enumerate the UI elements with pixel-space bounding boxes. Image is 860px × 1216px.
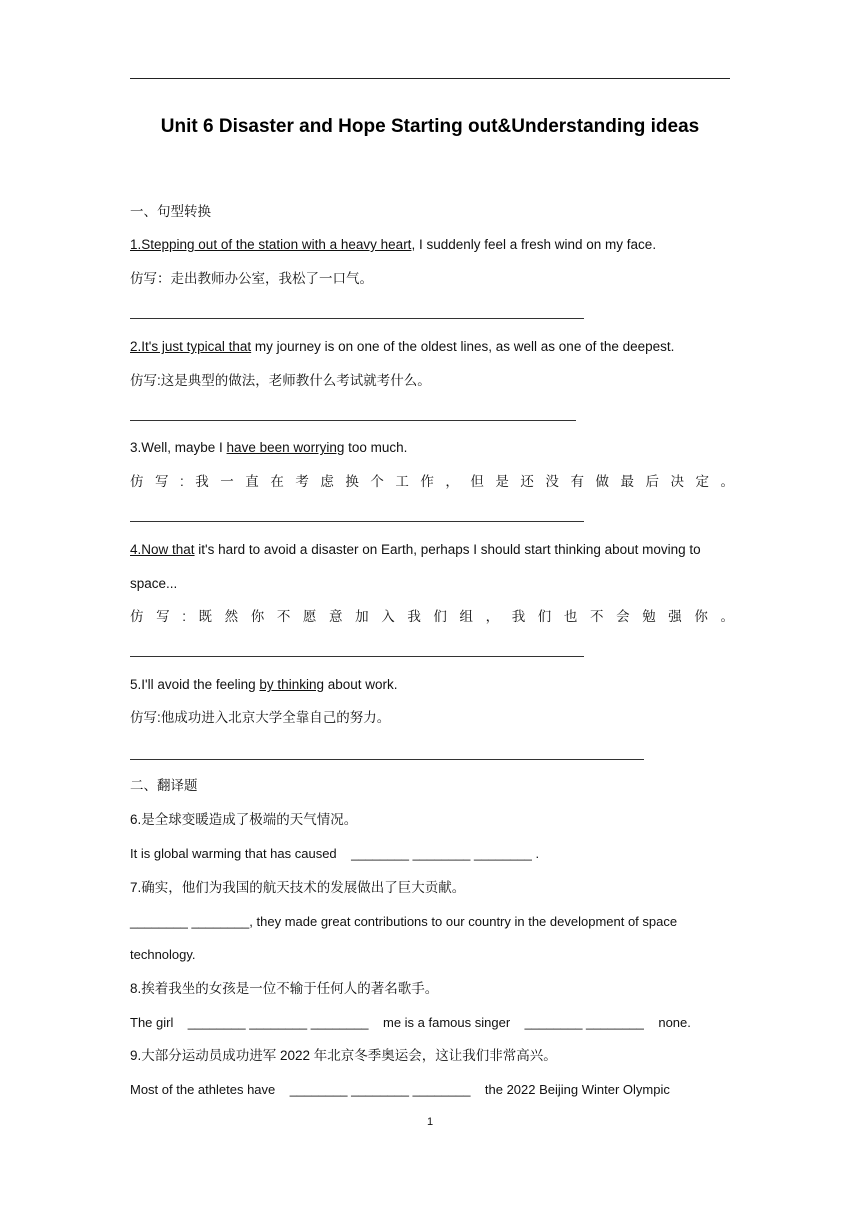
answer-line[interactable] (130, 318, 584, 319)
translation-prompt: 8.挨着我坐的女孩是一位不输于任何人的著名歌手。 (130, 981, 439, 996)
sentence-rest: it's hard to avoid a disaster on Earth, perhaps I should start thinking about moving to (194, 542, 701, 557)
page-number: 1 (426, 1116, 434, 1128)
sentence-rest: too much. (344, 440, 408, 455)
underlined-phrase: 1.Stepping out of the station with a heavy heart (130, 237, 412, 252)
underlined-phrase: by thinking (259, 677, 324, 692)
translation-prompt: 6.是全球变暖造成了极端的天气情况。 (130, 812, 358, 827)
question-sentence (130, 541, 701, 559)
header-rule (130, 78, 730, 79)
translation-blank-sentence[interactable]: The girl ________ ________ ________ me is a famous singer ________ ________ none. (130, 1015, 691, 1030)
translation-prompt: 9.大部分运动员成功进军 2022 年北京冬季奥运会，这让我们非常高兴。 (130, 1048, 557, 1063)
question-sentence-cont: space... (130, 576, 178, 591)
underlined-phrase: have been worrying (226, 440, 345, 455)
translation-blank-sentence[interactable]: It is global warming that has caused ________ ________ ________ . (130, 846, 540, 861)
question-sentence (130, 236, 656, 254)
page-title: Unit 6 Disaster and Hope Starting out&Understanding ideas (160, 116, 700, 137)
answer-line[interactable] (130, 656, 584, 657)
section-heading: 一、句型转换 (130, 204, 211, 219)
sentence-start: 5.I'll avoid the feeling (130, 677, 260, 692)
imitation-prompt: 仿写:这是典型的做法，老师教什么考试就考什么。 (130, 373, 431, 388)
answer-line[interactable] (130, 521, 584, 522)
sentence-start: 3.Well, maybe I (130, 440, 227, 455)
translation-blank-sentence[interactable]: Most of the athletes have ________ ________ ________ the 2022 Beijing Winter Olympic (130, 1082, 670, 1097)
underlined-phrase: 4.Now that (130, 542, 195, 557)
section-heading: 二、翻译题 (130, 778, 198, 793)
sentence-rest: my journey is on one of the oldest lines, as well as one of the deepest. (251, 339, 675, 354)
question-sentence (130, 676, 398, 694)
answer-line[interactable] (130, 759, 644, 760)
sentence-rest: , I suddenly feel a fresh wind on my face. (411, 237, 657, 252)
imitation-prompt: 仿写:他成功进入北京大学全靠自己的努力。 (130, 710, 391, 725)
answer-line[interactable] (130, 420, 576, 421)
imitation-prompt: 仿写:我一直在考虑换个工作，但是还没有做最后决定。 (130, 474, 734, 489)
imitation-prompt: 仿写：走出教师办公室，我松了一口气。 (130, 271, 373, 286)
translation-blank-sentence-cont: technology. (130, 947, 196, 962)
translation-prompt: 7.确实，他们为我国的航天技术的发展做出了巨大贡献。 (130, 880, 466, 895)
imitation-prompt: 仿写:既然你不愿意加入我们组，我们也不会勉强你。 (130, 609, 734, 624)
underlined-phrase: 2.It's just typical that (130, 339, 252, 354)
question-sentence (130, 338, 674, 356)
translation-blank-sentence[interactable]: ________ ________, they made great contributions to our country in the development of space (130, 914, 678, 929)
question-sentence (130, 439, 407, 457)
sentence-rest: about work. (323, 677, 398, 692)
